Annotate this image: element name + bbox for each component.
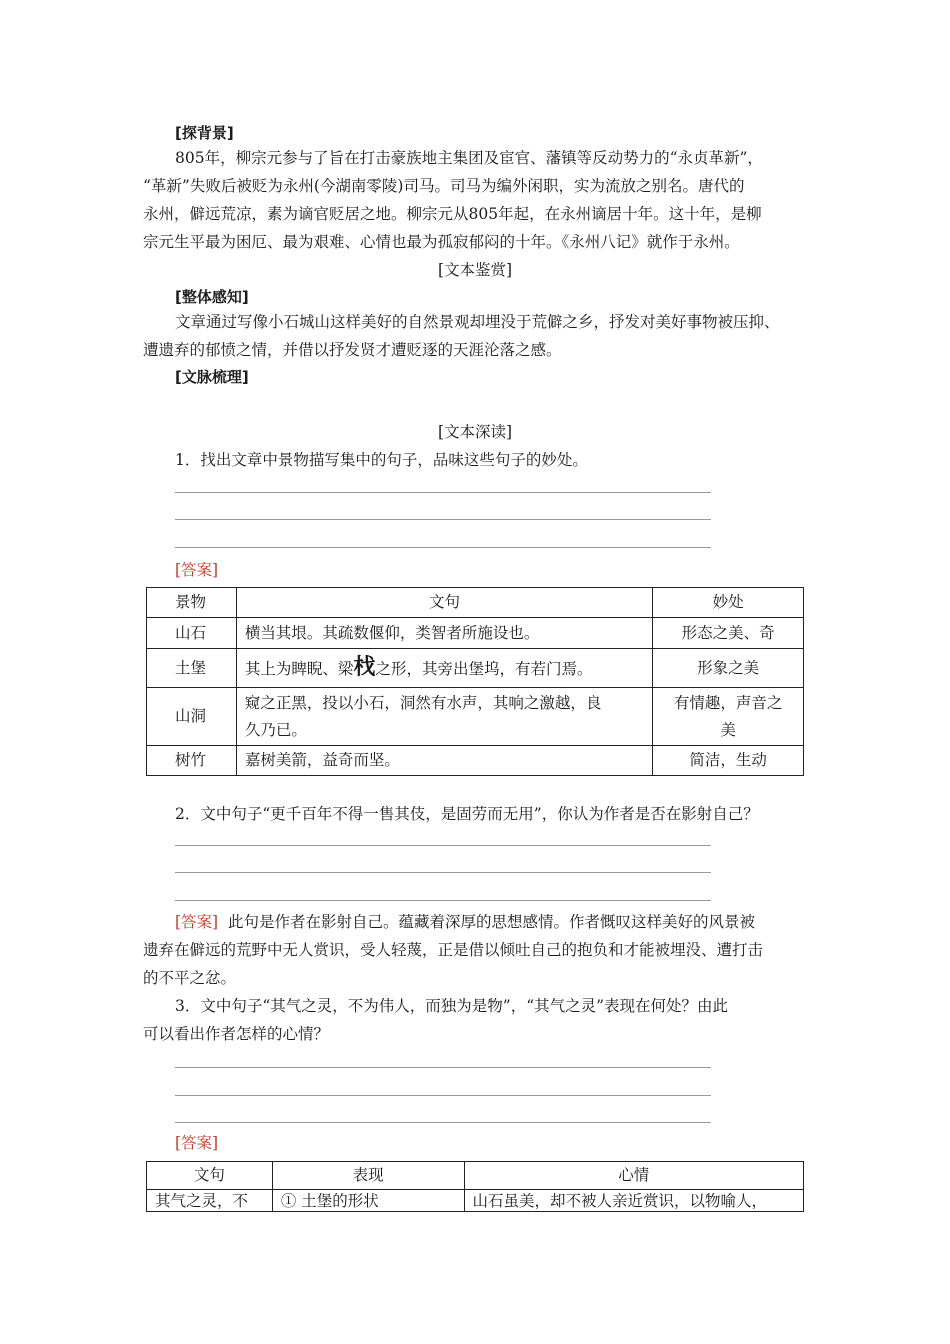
cell-sentence: 横当其垠。其疏数偃仰，类智者所施设也。 bbox=[236, 618, 652, 649]
overall-heading: [整体感知] bbox=[175, 288, 249, 306]
header-mood: 心情 bbox=[464, 1162, 803, 1190]
cell-merit: 形象之美 bbox=[653, 649, 804, 688]
cell-sentence bbox=[236, 688, 652, 746]
answer-line bbox=[175, 900, 711, 901]
answer-line bbox=[175, 519, 711, 520]
table-row bbox=[147, 649, 804, 688]
question-1: 1．找出文章中景物描写集中的句子，品味这些句子的妙处。 bbox=[175, 451, 588, 469]
table-row bbox=[147, 618, 804, 649]
background-heading: [探背景] bbox=[175, 124, 234, 142]
cell-merit: 简洁，生动 bbox=[653, 746, 804, 776]
cell-sentence: 其气之灵，不 bbox=[147, 1190, 273, 1212]
answer-label: [答案] bbox=[175, 561, 219, 579]
sentence-part: 其上为睥睨、梁 bbox=[244, 659, 354, 678]
table-row bbox=[147, 688, 804, 746]
overall-line-1: 文章通过写像小石城山这样美好的自然景观却埋没于荒僻之乡，抒发对美好事物被压抑、 bbox=[175, 313, 780, 331]
sentence-line: 窥之正黑，投以小石，洞然有水声，其响之激越，良 bbox=[244, 693, 602, 712]
header-sentence: 文句 bbox=[236, 588, 652, 618]
cell-merit bbox=[653, 688, 804, 746]
question-3-line-1: 3．文中句子“其气之灵，不为伟人，而独为是物”，“其气之灵”表现在何处？由此 bbox=[175, 997, 729, 1015]
appreciation-title: [文本鉴赏] bbox=[437, 261, 513, 279]
background-line-2: “革新”失败后被贬为永州(今湖南零陵)司马。司马为编外闲职，实为流放之别名。唐代的 bbox=[143, 177, 745, 195]
cell-mood: 山石虽美，却不被人亲近赏识，以物喻人， bbox=[464, 1190, 803, 1212]
cell-merit: 形态之美、奇 bbox=[653, 618, 804, 649]
sentence-part: 之形，其旁出堡坞，有若门焉。 bbox=[375, 659, 593, 678]
answer-2-line-2: 遗弃在僻远的荒野中无人赏识，受人轻蔑，正是借以倾吐自己的抱负和才能被埋没、遭打击 bbox=[143, 941, 764, 959]
deep-reading-title: [文本深读] bbox=[437, 423, 513, 441]
table-row bbox=[147, 746, 804, 776]
cell-sentence: 嘉树美箭，益奇而坚。 bbox=[236, 746, 652, 776]
answer-line bbox=[175, 492, 711, 493]
header-merit: 妙处 bbox=[653, 588, 804, 618]
answer-line bbox=[175, 1095, 711, 1096]
sentence-line: 久乃已。 bbox=[244, 720, 307, 739]
spirit-table bbox=[146, 1161, 804, 1212]
overall-line-2: 遭遗弃的郁愤之情，并借以抒发贤才遭贬逐的天涯沦落之感。 bbox=[143, 341, 562, 359]
rare-character: 𣏾 bbox=[353, 653, 376, 680]
table-header-row bbox=[147, 588, 804, 618]
answer-line bbox=[175, 1067, 711, 1068]
table-row bbox=[147, 1190, 804, 1212]
merit-line: 美 bbox=[720, 720, 736, 739]
cell-scene: 山洞 bbox=[147, 688, 237, 746]
background-line-3: 永州，僻远荒凉，素为谪官贬居之地。柳宗元从805年起，在永州谪居十年。这十年，是柳 bbox=[143, 205, 762, 223]
background-line-4: 宗元生平最为困厄、最为艰难、心情也最为孤寂郁闷的十年。《永州八记》就作于永州。 bbox=[143, 233, 740, 251]
question-3-line-2: 可以看出作者怎样的心情？ bbox=[143, 1025, 330, 1043]
answer-label: [答案] bbox=[175, 1134, 219, 1152]
answer-line bbox=[175, 872, 711, 873]
question-2: 2．文中句子“更千百年不得一售其伎，是固劳而无用”，你认为作者是否在影射自己？ bbox=[175, 805, 759, 823]
structure-heading: [文脉梳理] bbox=[175, 368, 249, 386]
header-sentence: 文句 bbox=[147, 1162, 273, 1190]
table-header-row bbox=[147, 1162, 804, 1190]
cell-scene: 山石 bbox=[147, 618, 237, 649]
header-scene: 景物 bbox=[147, 588, 237, 618]
background-line-1: 805年，柳宗元参与了旨在打击豪族地主集团及宦官、藩镇等反动势力的“永贞革新”， bbox=[175, 149, 763, 167]
answer-2-line-3: 的不平之忿。 bbox=[143, 969, 237, 987]
cell-scene: 土堡 bbox=[147, 649, 237, 688]
cell-sentence bbox=[236, 649, 652, 688]
cell-scene: 树竹 bbox=[147, 746, 237, 776]
answer-label: [答案] bbox=[175, 913, 219, 931]
answer-2-line-1 bbox=[175, 908, 755, 936]
answer-line bbox=[175, 1122, 711, 1123]
answer-line bbox=[175, 547, 711, 548]
scenery-table bbox=[146, 587, 804, 776]
answer-text: 此句是作者在影射自己。蕴藏着深厚的思想感情。作者慨叹这样美好的风景被 bbox=[227, 913, 755, 931]
cell-expression: ① 土堡的形状 bbox=[272, 1190, 464, 1212]
merit-line: 有情趣，声音之 bbox=[673, 693, 783, 712]
header-expression: 表现 bbox=[272, 1162, 464, 1190]
answer-line bbox=[175, 845, 711, 846]
